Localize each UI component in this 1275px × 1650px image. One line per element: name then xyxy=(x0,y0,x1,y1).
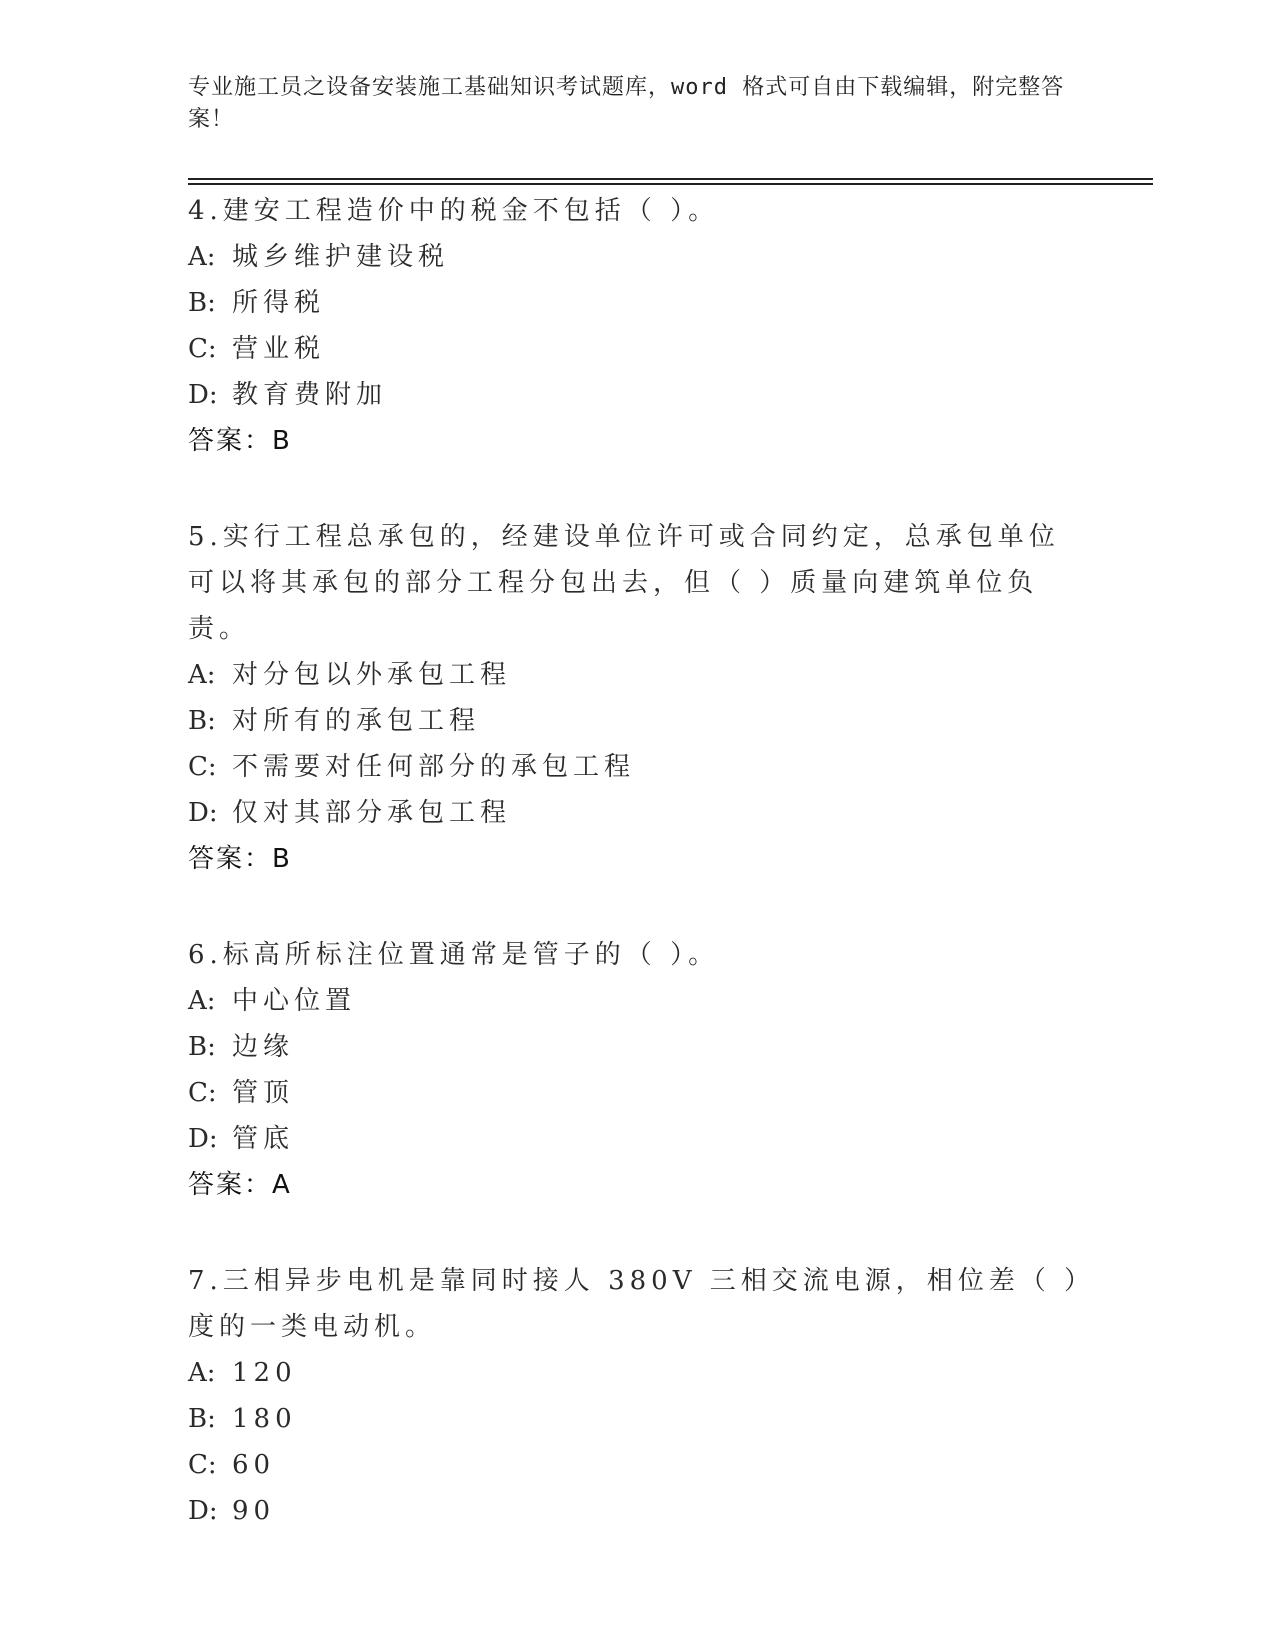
option-text: 边缘 xyxy=(232,1032,295,1062)
document-header: 专业施工员之设备安装施工基础知识考试题库，word 格式可自由下载编辑，附完整答案！ xyxy=(188,75,1065,132)
option-letter: B: xyxy=(188,1032,216,1062)
option-letter: D: xyxy=(188,798,218,828)
option-letter: C: xyxy=(188,1078,217,1108)
option-text: 所得税 xyxy=(232,288,326,318)
question-7 xyxy=(188,1258,1088,1534)
option-d xyxy=(188,790,1088,836)
option-text: 对所有的承包工程 xyxy=(232,706,481,736)
question-stem: 5.实行工程总承包的，经建设单位许可或合同约定，总承包单位可以将其承包的部分工程分包出去，但（ ）质量向建筑单位负责。 xyxy=(188,522,1060,644)
option-text: 对分包以外承包工程 xyxy=(232,660,512,690)
option-letter: C: xyxy=(188,334,217,364)
option-a xyxy=(188,1350,1088,1396)
option-d xyxy=(188,1488,1088,1534)
option-letter: A: xyxy=(188,242,216,272)
option-a xyxy=(188,234,1088,280)
option-letter: A: xyxy=(188,1358,216,1388)
option-text: 管底 xyxy=(232,1124,295,1154)
option-b xyxy=(188,698,1088,744)
option-text: 管顶 xyxy=(232,1078,295,1108)
option-text: 教育费附加 xyxy=(232,380,388,410)
option-letter: C: xyxy=(188,1450,217,1480)
option-c xyxy=(188,1070,1088,1116)
option-letter: C: xyxy=(188,752,217,782)
option-letter: D: xyxy=(188,1124,218,1154)
option-text: 120 xyxy=(232,1358,297,1388)
option-c xyxy=(188,326,1088,372)
option-letter: D: xyxy=(188,380,218,410)
option-d xyxy=(188,372,1088,418)
option-text: 营业税 xyxy=(232,334,326,364)
question-stem: 4.建安工程造价中的税金不包括（ ）。 xyxy=(188,196,720,226)
option-letter: A: xyxy=(188,986,216,1016)
option-a xyxy=(188,652,1088,698)
option-text: 180 xyxy=(232,1404,297,1434)
option-b xyxy=(188,1396,1088,1442)
option-b xyxy=(188,1024,1088,1070)
header-divider-top xyxy=(188,178,1153,180)
header-divider-bottom xyxy=(188,183,1153,185)
option-text: 仅对其部分承包工程 xyxy=(232,798,512,828)
option-b xyxy=(188,280,1088,326)
option-d xyxy=(188,1116,1088,1162)
option-text: 60 xyxy=(232,1450,276,1480)
option-text: 不需要对任何部分的承包工程 xyxy=(232,752,636,782)
question-stem: 7.三相异步电机是靠同时接人 380V 三相交流电源，相位差（ ）度的一类电动机。 xyxy=(188,1266,1083,1342)
question-6 xyxy=(188,932,1088,1208)
option-letter: D: xyxy=(188,1496,218,1526)
question-list xyxy=(188,188,1088,1584)
answer-line: 答案：A xyxy=(188,1170,292,1200)
option-c xyxy=(188,1442,1088,1488)
option-text: 90 xyxy=(232,1496,276,1526)
option-letter: B: xyxy=(188,1404,216,1434)
option-a xyxy=(188,978,1088,1024)
option-c xyxy=(188,744,1088,790)
option-letter: A: xyxy=(188,660,216,690)
answer-line: 答案：B xyxy=(188,844,292,874)
option-letter: B: xyxy=(188,288,216,318)
answer-line: 答案：B xyxy=(188,426,292,456)
option-letter: B: xyxy=(188,706,216,736)
option-text: 城乡维护建设税 xyxy=(232,242,450,272)
question-4 xyxy=(188,188,1088,464)
question-stem: 6.标高所标注位置通常是管子的（ ）。 xyxy=(188,940,720,970)
option-text: 中心位置 xyxy=(232,986,357,1016)
question-5 xyxy=(188,514,1088,882)
